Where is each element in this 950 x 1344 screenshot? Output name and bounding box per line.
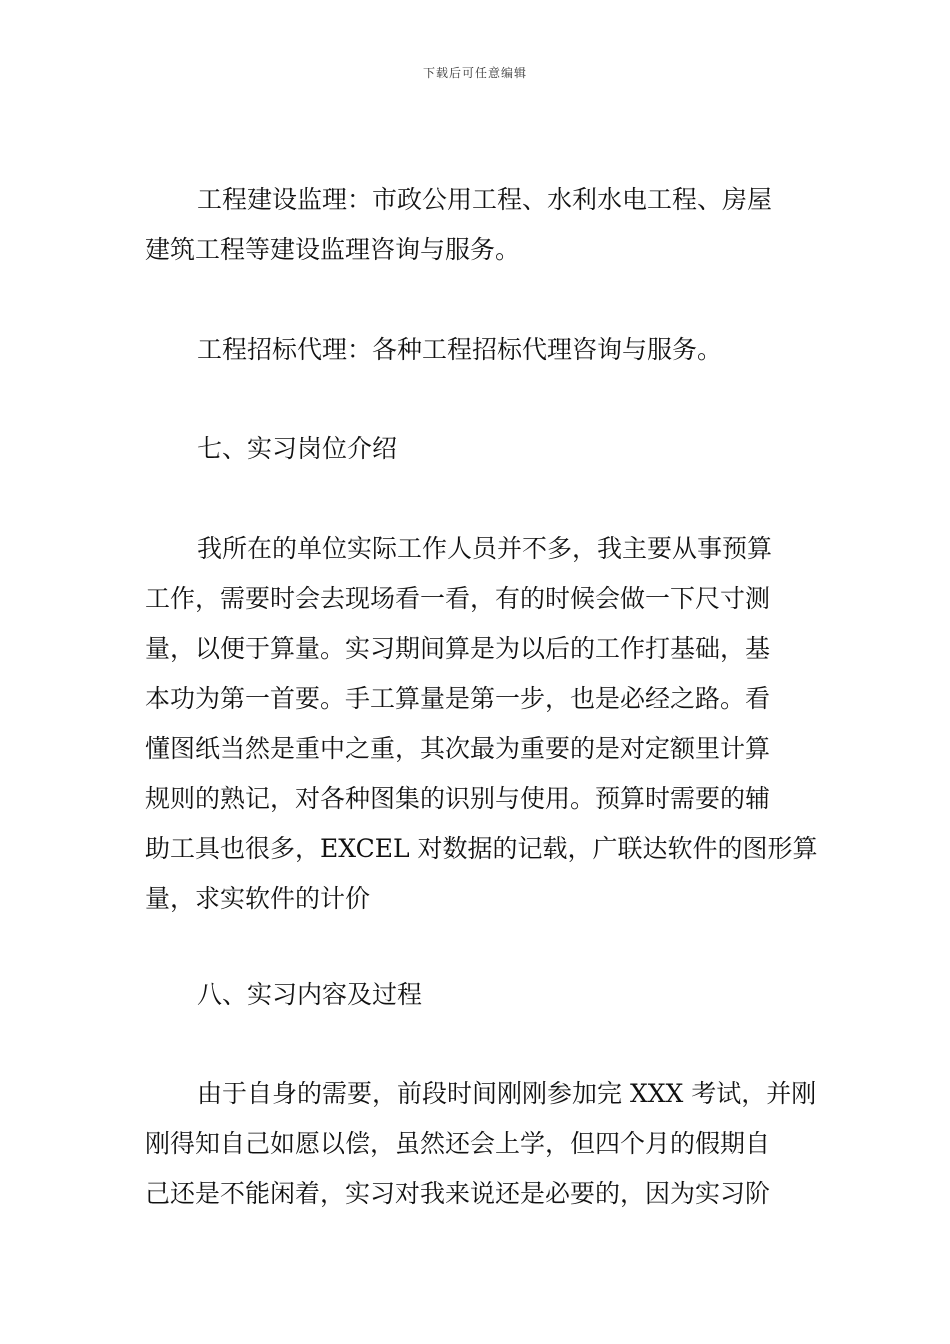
text-line: 工作，需要时会去现场看一看，有的时候会做一下尺寸测 — [145, 584, 771, 613]
text-line: 建筑工程等建设监理咨询与服务。 — [145, 235, 521, 264]
paragraph-content-process — [145, 1069, 817, 1219]
text-line: 助工具也很多，EXCEL 对数据的记载，广联达软件的图形算 — [145, 834, 818, 863]
paragraph-supervision — [145, 175, 805, 275]
page-header: 下载后可任意编辑 — [422, 66, 527, 80]
heading-text: 七、实习岗位介绍 — [197, 434, 398, 463]
section-heading-8 — [145, 970, 805, 1020]
text-line: 我所在的单位实际工作人员并不多，我主要从事预算 — [197, 534, 773, 563]
text-line: 己还是不能闲着，实习对我来说还是必要的，因为实习阶 — [145, 1179, 771, 1208]
text-line: 工程建设监理：市政公用工程、水利水电工程、房屋 — [197, 185, 773, 214]
paragraph-position-intro — [145, 524, 818, 924]
text-line: 本功为第一首要。手工算量是第一步，也是必经之路。看 — [145, 684, 771, 713]
text-line: 量，求实软件的计价 — [145, 884, 371, 913]
text-line: 规则的熟记，对各种图集的识别与使用。预算时需要的辅 — [145, 784, 771, 813]
text-line: 由于自身的需要，前段时间刚刚参加完 XXX 考试，并刚 — [197, 1079, 817, 1108]
text-line: 懂图纸当然是重中之重，其次最为重要的是对定额里计算 — [145, 734, 771, 763]
text-line: 量，以便于算量。实习期间算是为以后的工作打基础，基 — [145, 634, 771, 663]
text-line: 刚得知自己如愿以偿，虽然还会上学，但四个月的假期自 — [145, 1129, 771, 1158]
paragraph-bidding — [145, 325, 805, 375]
section-heading-7 — [145, 424, 805, 474]
heading-text: 八、实习内容及过程 — [197, 980, 423, 1009]
text-line: 工程招标代理：各种工程招标代理咨询与服务。 — [197, 335, 723, 364]
